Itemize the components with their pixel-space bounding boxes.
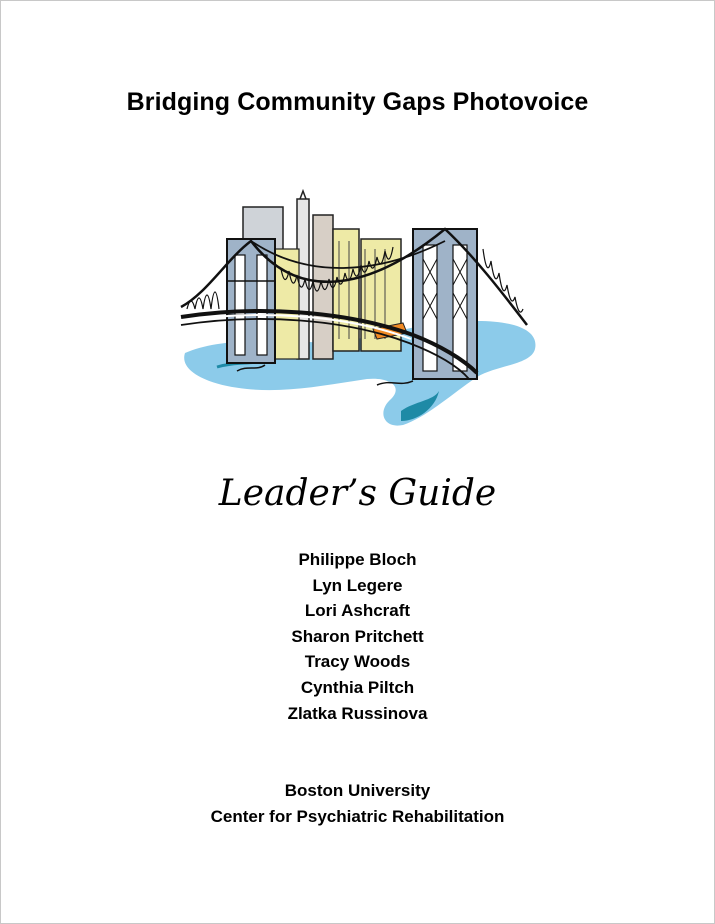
- author-list: [1, 547, 714, 726]
- author-name: Philippe Bloch: [298, 550, 417, 569]
- author-name: Lyn Legere: [312, 575, 403, 595]
- author-name: Cynthia Piltch: [300, 677, 415, 697]
- guide-subtitle: Leader’s Guide: [218, 473, 497, 514]
- institution-block: [1, 778, 714, 830]
- bridge-cityscape-illustration: [177, 189, 541, 429]
- document-title: Bridging Community Gaps Photovoice: [126, 88, 589, 116]
- author-name: Zlatka Russinova: [287, 703, 428, 723]
- author-name: Tracy Woods: [304, 652, 411, 672]
- author-name: Sharon Pritchett: [291, 626, 424, 646]
- institution-line-1: Boston University: [284, 781, 431, 800]
- institution-line-2: Center for Psychiatric Rehabilitation: [210, 807, 505, 826]
- author-name: Lori Ashcraft: [304, 601, 411, 621]
